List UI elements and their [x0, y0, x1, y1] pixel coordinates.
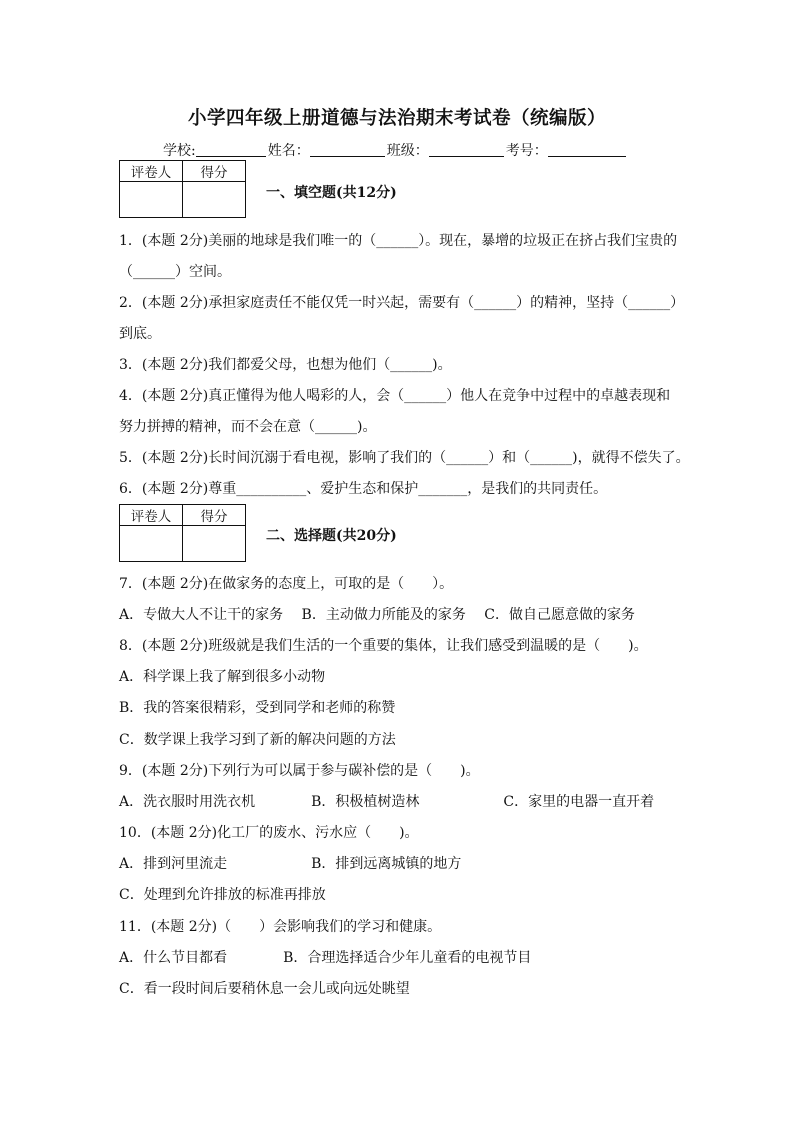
question-line: 10．(本题 2分)化工厂的废水、污水应（ )。: [119, 825, 419, 841]
question-line: 4．(本题 2分)真正懂得为他人喝彩的人，会（______）他人在竞争中过程中的卓越表现和: [119, 388, 671, 404]
score-header: 得分: [183, 161, 246, 182]
option-line: C．数学课上我学习到了新的解决问题的方法: [119, 732, 396, 748]
reviewer-header: 评卷人: [120, 505, 183, 526]
score-box-2: [119, 504, 246, 562]
name-label: 姓名：: [267, 143, 310, 159]
score-box-1: [119, 160, 246, 218]
section-title-choice: 二、选择题(共20分): [266, 528, 397, 544]
student-info-line: [163, 140, 626, 160]
class-label: 班级：: [386, 143, 429, 159]
question-line: 6．(本题 2分)尊重__________、爱护生态和保护_______，是我们的共同责任。: [119, 481, 608, 497]
score-cell: [183, 526, 246, 562]
option-line: B．我的答案很精彩，受到同学和老师的称赞: [119, 700, 396, 716]
question-line: 1．(本题 2分)美丽的地球是我们唯一的（______）。现在，暴增的垃圾正在挤占我们宝贵的: [119, 233, 678, 249]
score-header: 得分: [183, 505, 246, 526]
question-line: 3．(本题 2分)我们都爱父母，也想为他们（______)。: [119, 357, 452, 373]
option-line: C．看一段时间后要稍休息一会儿或向远处眺望: [119, 981, 410, 997]
class-blank[interactable]: [429, 142, 504, 157]
option-line: A．洗衣服时用洗衣机 B．积极植树造林 C．家里的电器一直开着: [119, 794, 655, 810]
question-line: 11．(本题 2分)（ ）会影响我们的学习和健康。: [119, 919, 442, 935]
exam-number-blank[interactable]: [548, 142, 626, 157]
exam-number-label: 考号：: [505, 143, 548, 159]
question-line: 8．(本题 2分)班级就是我们生活的一个重要的集体，让我们感受到温暖的是（ )。: [119, 638, 648, 654]
page-title: 小学四年级上册道德与法治期末考试卷（统编版）: [187, 108, 606, 129]
option-line: A．科学课上我了解到很多小动物: [119, 669, 326, 685]
name-blank[interactable]: [310, 142, 385, 157]
question-line: 5．(本题 2分)长时间沉溺于看电视，影响了我们的（______）和（______)，就得不偿失了。: [119, 450, 690, 466]
option-line: C．处理到允许排放的标准再排放: [119, 887, 326, 903]
question-line: （______）空间。: [119, 264, 231, 280]
reviewer-cell: [120, 526, 183, 562]
school-label: 学校:: [163, 143, 196, 159]
score-cell: [183, 182, 246, 218]
option-line: A．什么节目都看 B．合理选择适合少年儿童看的电视节目: [119, 950, 532, 966]
question-line: 2．(本题 2分)承担家庭责任不能仅凭一时兴起，需要有（______）的精神，坚持（______）: [119, 295, 685, 311]
question-line: 9．(本题 2分)下列行为可以属于参与碳补偿的是（ )。: [119, 763, 480, 779]
reviewer-header: 评卷人: [120, 161, 183, 182]
reviewer-cell: [120, 182, 183, 218]
option-line: A．专做大人不让干的家务 B．主动做力所能及的家务 C．做自己愿意做的家务: [119, 607, 636, 623]
question-line: 努力拼搏的精神，而不会在意（______)。: [119, 419, 377, 435]
school-blank[interactable]: [196, 142, 266, 157]
section-title-fill-in: 一、填空题(共12分): [266, 185, 397, 201]
option-line: A．排到河里流走 B．排到远离城镇的地方: [119, 856, 462, 872]
question-line: 到底。: [119, 326, 161, 342]
question-line: 7．(本题 2分)在做家务的态度上，可取的是（ ）。: [119, 576, 454, 592]
